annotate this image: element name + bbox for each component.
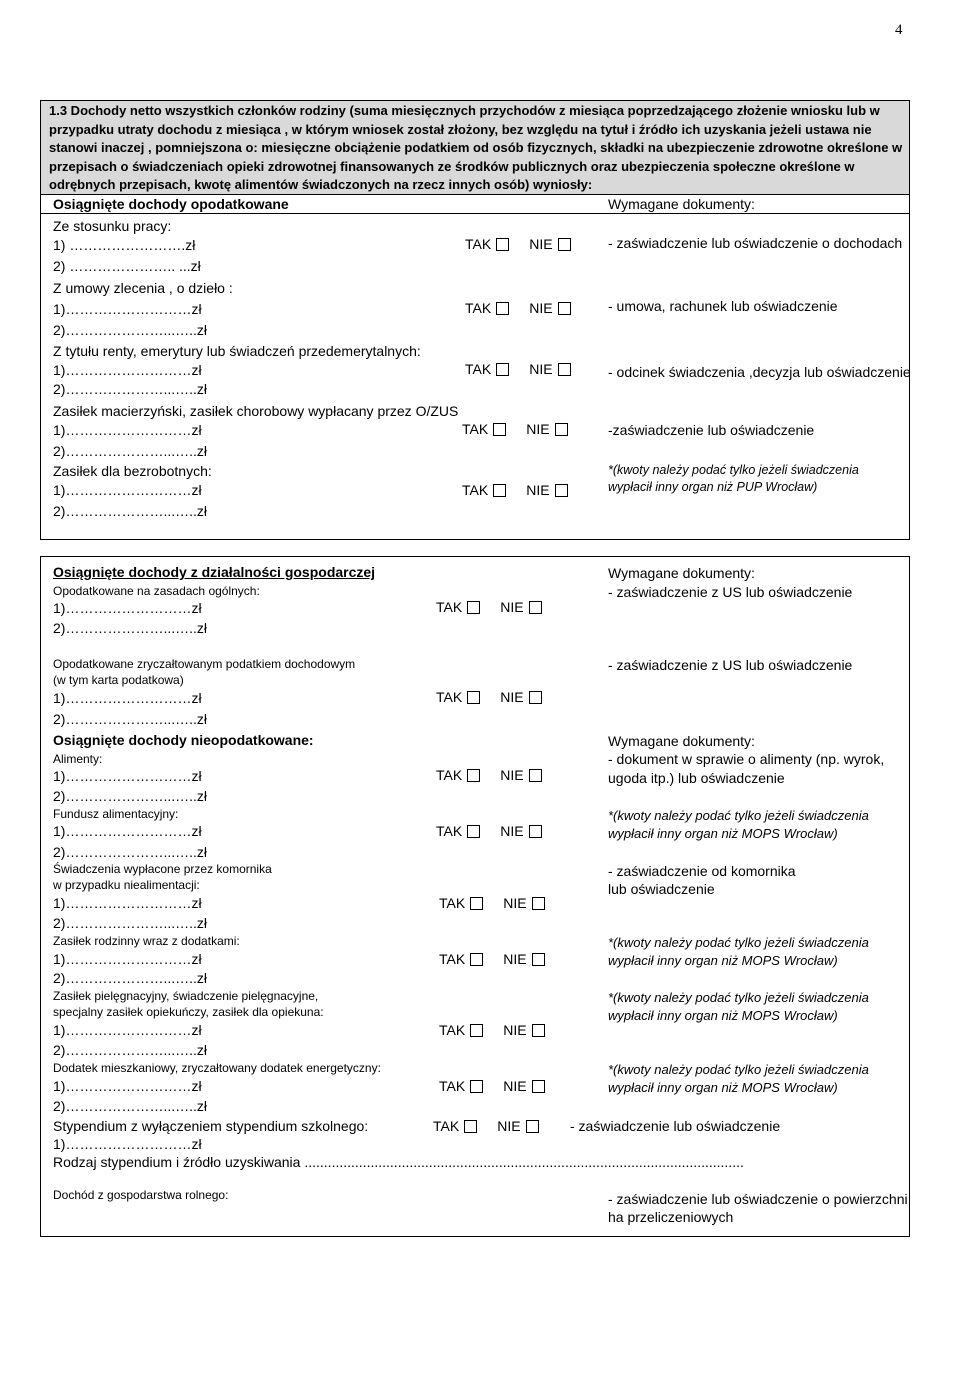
tak-label: TAK — [465, 300, 492, 316]
flat-tax-tak-nie — [436, 689, 542, 705]
contract-amount-2[interactable]: 2)…………………...…..zł — [53, 322, 208, 338]
tak-label: TAK — [439, 951, 466, 967]
nie-label: NIE — [526, 482, 550, 498]
scholarship-document: - zaświadczenie lub oświadczenie — [570, 1118, 781, 1134]
maternity-label: Zasiłek macierzyński, zasiłek chorobowy wypłacany przez O/ZUS — [53, 403, 459, 419]
nie-checkbox[interactable] — [529, 601, 542, 614]
tak-checkbox[interactable] — [496, 238, 509, 251]
employment-amount-1[interactable]: 1) …………………….zł — [53, 237, 196, 253]
bailiff-amount-2[interactable]: 2)…………………...…..zł — [53, 915, 208, 931]
nie-checkbox[interactable] — [558, 238, 571, 251]
tak-label: TAK — [462, 482, 489, 498]
alimony-amount-2[interactable]: 2)…………………...…..zł — [53, 788, 208, 804]
housing-allowance-note: *(kwoty należy podać tylko jeżeli świadczenia — [608, 1062, 869, 1077]
general-taxation-document: - zaświadczenie z US lub oświadczenie — [608, 584, 853, 600]
tak-label: TAK — [465, 236, 492, 252]
tak-checkbox[interactable] — [493, 484, 506, 497]
maternity-amount-2[interactable]: 2)…………………...…..zł — [53, 443, 208, 459]
pension-amount-2[interactable]: 2)…………………...…..zł — [53, 381, 208, 397]
care-allowance-label-2: specjalny zasiłek opiekuńczy, zasiłek dla opiekuna: — [53, 1005, 324, 1019]
nie-label: NIE — [529, 300, 553, 316]
employment-label: Ze stosunku pracy: — [53, 218, 172, 234]
nie-label: NIE — [500, 823, 524, 839]
care-allowance-note-2: wypłacił inny organ niż MOPS Wrocław) — [608, 1008, 838, 1023]
tak-label: TAK — [465, 361, 492, 377]
business-income-title: Osiągnięte dochody z działalności gospodarczej — [53, 564, 376, 580]
farm-income-label: Dochód z gospodarstwa rolnego: — [53, 1188, 229, 1202]
pension-tak-nie — [465, 361, 571, 377]
flat-tax-label: Opodatkowane zryczałtowanym podatkiem dochodowym — [53, 657, 356, 671]
nie-checkbox[interactable] — [532, 953, 545, 966]
alimony-document-2: ugoda itp.) lub oświadczenie — [608, 770, 785, 786]
care-allowance-tak-nie — [439, 1022, 545, 1038]
nie-label: NIE — [497, 1118, 521, 1134]
alimony-fund-tak-nie — [436, 823, 542, 839]
flat-tax-label-2: (w tym karta podatkowa) — [53, 673, 184, 687]
tak-checkbox[interactable] — [496, 363, 509, 376]
unemployment-document-note: *(kwoty należy podać tylko jeżeli świadczenia wypłacił inny organ niż PUP Wrocław) — [608, 463, 859, 494]
nie-label: NIE — [503, 951, 527, 967]
tak-checkbox[interactable] — [493, 423, 506, 436]
pension-label: Z tytułu renty, emerytury lub świadczeń przedemerytalnych: — [53, 343, 421, 359]
nie-label: NIE — [500, 767, 524, 783]
alimony-fund-note-2: wypłacił inny organ niż MOPS Wrocław) — [608, 826, 838, 841]
tak-label: TAK — [436, 599, 463, 615]
required-documents-label-2: Wymagane dokumenty: — [608, 733, 755, 749]
housing-allowance-tak-nie — [439, 1078, 545, 1094]
tak-checkbox[interactable] — [470, 1024, 483, 1037]
tak-label: TAK — [439, 1078, 466, 1094]
tak-label: TAK — [436, 689, 463, 705]
nie-checkbox[interactable] — [529, 825, 542, 838]
care-allowance-amount-2[interactable]: 2)…………………...…..zł — [53, 1042, 208, 1058]
tak-label: TAK — [436, 823, 463, 839]
care-allowance-label: Zasiłek pielęgnacyjny, świadczenie pielęgnacyjne, — [53, 989, 319, 1003]
tak-checkbox[interactable] — [467, 825, 480, 838]
nie-checkbox[interactable] — [555, 484, 568, 497]
contract-label: Z umowy zlecenia , o dzieło : — [53, 280, 233, 296]
alimony-fund-amount-1[interactable]: 1)………………………zł — [53, 823, 202, 839]
alimony-document: - dokument w sprawie o alimenty (np. wyrok, — [608, 751, 885, 767]
nie-checkbox[interactable] — [558, 363, 571, 376]
nie-checkbox[interactable] — [526, 1120, 539, 1133]
alimony-tak-nie — [436, 767, 542, 783]
scholarship-tak-nie — [433, 1118, 539, 1134]
farm-income-document: - zaświadczenie lub oświadczenie o powierzchni — [608, 1191, 908, 1207]
housing-allowance-label: Dodatek mieszkaniowy, zryczałtowany dodatek energetyczny: — [53, 1061, 381, 1075]
nie-checkbox[interactable] — [558, 302, 571, 315]
family-allowance-amount-2[interactable]: 2)…………………...…..zł — [53, 970, 208, 986]
nie-label: NIE — [500, 599, 524, 615]
unemployment-tak-nie — [462, 482, 568, 498]
required-documents-label: Wymagane dokumenty: — [608, 565, 755, 581]
pension-amount-1[interactable]: 1)………………………zł — [53, 362, 202, 378]
bailiff-amount-1[interactable]: 1)………………………zł — [53, 895, 202, 911]
alimony-amount-1[interactable]: 1)………………………zł — [53, 768, 202, 784]
tak-checkbox[interactable] — [467, 691, 480, 704]
bailiff-document-2: lub oświadczenie — [608, 881, 715, 897]
tak-checkbox[interactable] — [464, 1120, 477, 1133]
general-taxation-amount-2[interactable]: 2)…………………...…..zł — [53, 620, 208, 636]
flat-tax-amount-2[interactable]: 2)…………………...…..zł — [53, 711, 208, 727]
required-documents-label: Wymagane dokumenty: — [608, 196, 755, 212]
nie-checkbox[interactable] — [532, 1024, 545, 1037]
general-taxation-tak-nie — [436, 599, 542, 615]
contract-document: - umowa, rachunek lub oświadczenie — [608, 298, 838, 314]
housing-allowance-amount-2[interactable]: 2)…………………...…..zł — [53, 1098, 208, 1114]
employment-document: - zaświadczenie lub oświadczenie o dochodach — [608, 235, 903, 251]
family-allowance-note: *(kwoty należy podać tylko jeżeli świadczenia — [608, 935, 869, 950]
tak-checkbox[interactable] — [467, 769, 480, 782]
untaxed-income-title: Osiągnięte dochody nieopodatkowane: — [53, 732, 314, 748]
nie-checkbox[interactable] — [532, 1080, 545, 1093]
tak-checkbox[interactable] — [467, 601, 480, 614]
farm-income-document-2: ha przeliczeniowych — [608, 1209, 734, 1225]
contract-tak-nie — [465, 300, 571, 316]
tak-checkbox[interactable] — [470, 953, 483, 966]
tak-checkbox[interactable] — [496, 302, 509, 315]
flat-tax-amount-1[interactable]: 1)………………………zł — [53, 690, 202, 706]
contract-amount-1[interactable]: 1)………………………zł — [53, 301, 202, 317]
tak-label: TAK — [433, 1118, 460, 1134]
alimony-label: Alimenty: — [53, 752, 103, 766]
family-allowance-note-2: wypłacił inny organ niż MOPS Wrocław) — [608, 953, 838, 968]
alimony-fund-amount-2[interactable]: 2)…………………...…..zł — [53, 844, 208, 860]
nie-label: NIE — [529, 361, 553, 377]
bailiff-document: - zaświadczenie od komornika — [608, 863, 796, 879]
tak-checkbox[interactable] — [470, 1080, 483, 1093]
employment-amount-2[interactable]: 2) ………………….. ...zł — [53, 258, 201, 274]
maternity-document: -zaświadczenie lub oświadczenie — [608, 422, 815, 438]
family-allowance-amount-1[interactable]: 1)………………………zł — [53, 951, 202, 967]
unemployment-amount-2[interactable]: 2)…………………...…..zł — [53, 503, 208, 519]
care-allowance-note: *(kwoty należy podać tylko jeżeli świadczenia — [608, 990, 869, 1005]
nie-checkbox[interactable] — [555, 423, 568, 436]
bailiff-label-2: w przypadku niealimentacji: — [53, 878, 200, 892]
pension-document: - odcinek świadczenia ,decyzja lub oświadczenie — [608, 364, 911, 380]
alimony-fund-label: Fundusz alimentacyjny: — [53, 807, 179, 821]
nie-label: NIE — [503, 1022, 527, 1038]
tak-label: TAK — [439, 895, 466, 911]
nie-checkbox[interactable] — [532, 897, 545, 910]
nie-checkbox[interactable] — [529, 691, 542, 704]
bailiff-label: Świadczenia wypłacone przez komornika — [53, 862, 272, 876]
tak-checkbox[interactable] — [470, 897, 483, 910]
employment-tak-nie — [465, 236, 571, 252]
general-taxation-label: Opodatkowane na zasadach ogólnych: — [53, 584, 260, 598]
tak-label: TAK — [436, 767, 463, 783]
nie-label: NIE — [526, 421, 550, 437]
housing-allowance-amount-1[interactable]: 1)………………………zł — [53, 1078, 202, 1094]
taxed-income-title: Osiągnięte dochody opodatkowane — [53, 196, 289, 212]
care-allowance-amount-1[interactable]: 1)………………………zł — [53, 1022, 202, 1038]
section-header-text: 1.3 Dochody netto wszystkich członków rodziny (suma miesięcznych przychodów z miesiąca poprzedzającego złożenie wniosku lub w przypadku utraty dochodu z miesiąca , w którym wniosek został złożony, bez względu na tytuł i źródło ich uzyskania jeżeli ustawa nie stanowi inaczej , pomniejszona o: miesięczne obciążenie podatkiem od osób fizycznych, składki na ubezpieczenie zdrowotne określone w przepisach o świadczeniach opieki zdrowotnej finansowanych ze środków publicznych oraz ubezpieczenia społeczne określone w odrębnych przepisach, kwotę alimentów świadczonych na rzecz innych osób) wyniosły: — [41, 101, 909, 195]
nie-label: NIE — [529, 236, 553, 252]
page-number: 4 — [895, 22, 903, 38]
maternity-tak-nie — [462, 421, 568, 437]
unemployment-label: Zasiłek dla bezrobotnych: — [53, 463, 212, 479]
nie-label: NIE — [500, 689, 524, 705]
nie-label: NIE — [503, 895, 527, 911]
family-allowance-tak-nie — [439, 951, 545, 967]
scholarship-label: Stypendium z wyłączeniem stypendium szkolnego: — [53, 1118, 369, 1134]
divider — [41, 213, 909, 214]
nie-label: NIE — [503, 1078, 527, 1094]
tak-label: TAK — [439, 1022, 466, 1038]
scholarship-source[interactable]: Rodzaj stypendium i źródło uzyskiwania ................................................................................................................. — [53, 1154, 744, 1170]
alimony-fund-note: *(kwoty należy podać tylko jeżeli świadczenia — [608, 808, 869, 823]
scholarship-amount-1[interactable]: 1)………………………zł — [53, 1136, 202, 1152]
nie-checkbox[interactable] — [529, 769, 542, 782]
maternity-amount-1[interactable]: 1)………………………zł — [53, 422, 202, 438]
housing-allowance-note-2: wypłacił inny organ niż MOPS Wrocław) — [608, 1080, 838, 1095]
family-allowance-label: Zasiłek rodzinny wraz z dodatkami: — [53, 934, 240, 948]
general-taxation-amount-1[interactable]: 1)………………………zł — [53, 600, 202, 616]
flat-tax-document: - zaświadczenie z US lub oświadczenie — [608, 657, 853, 673]
unemployment-amount-1[interactable]: 1)………………………zł — [53, 482, 202, 498]
bailiff-tak-nie — [439, 895, 545, 911]
tak-label: TAK — [462, 421, 489, 437]
